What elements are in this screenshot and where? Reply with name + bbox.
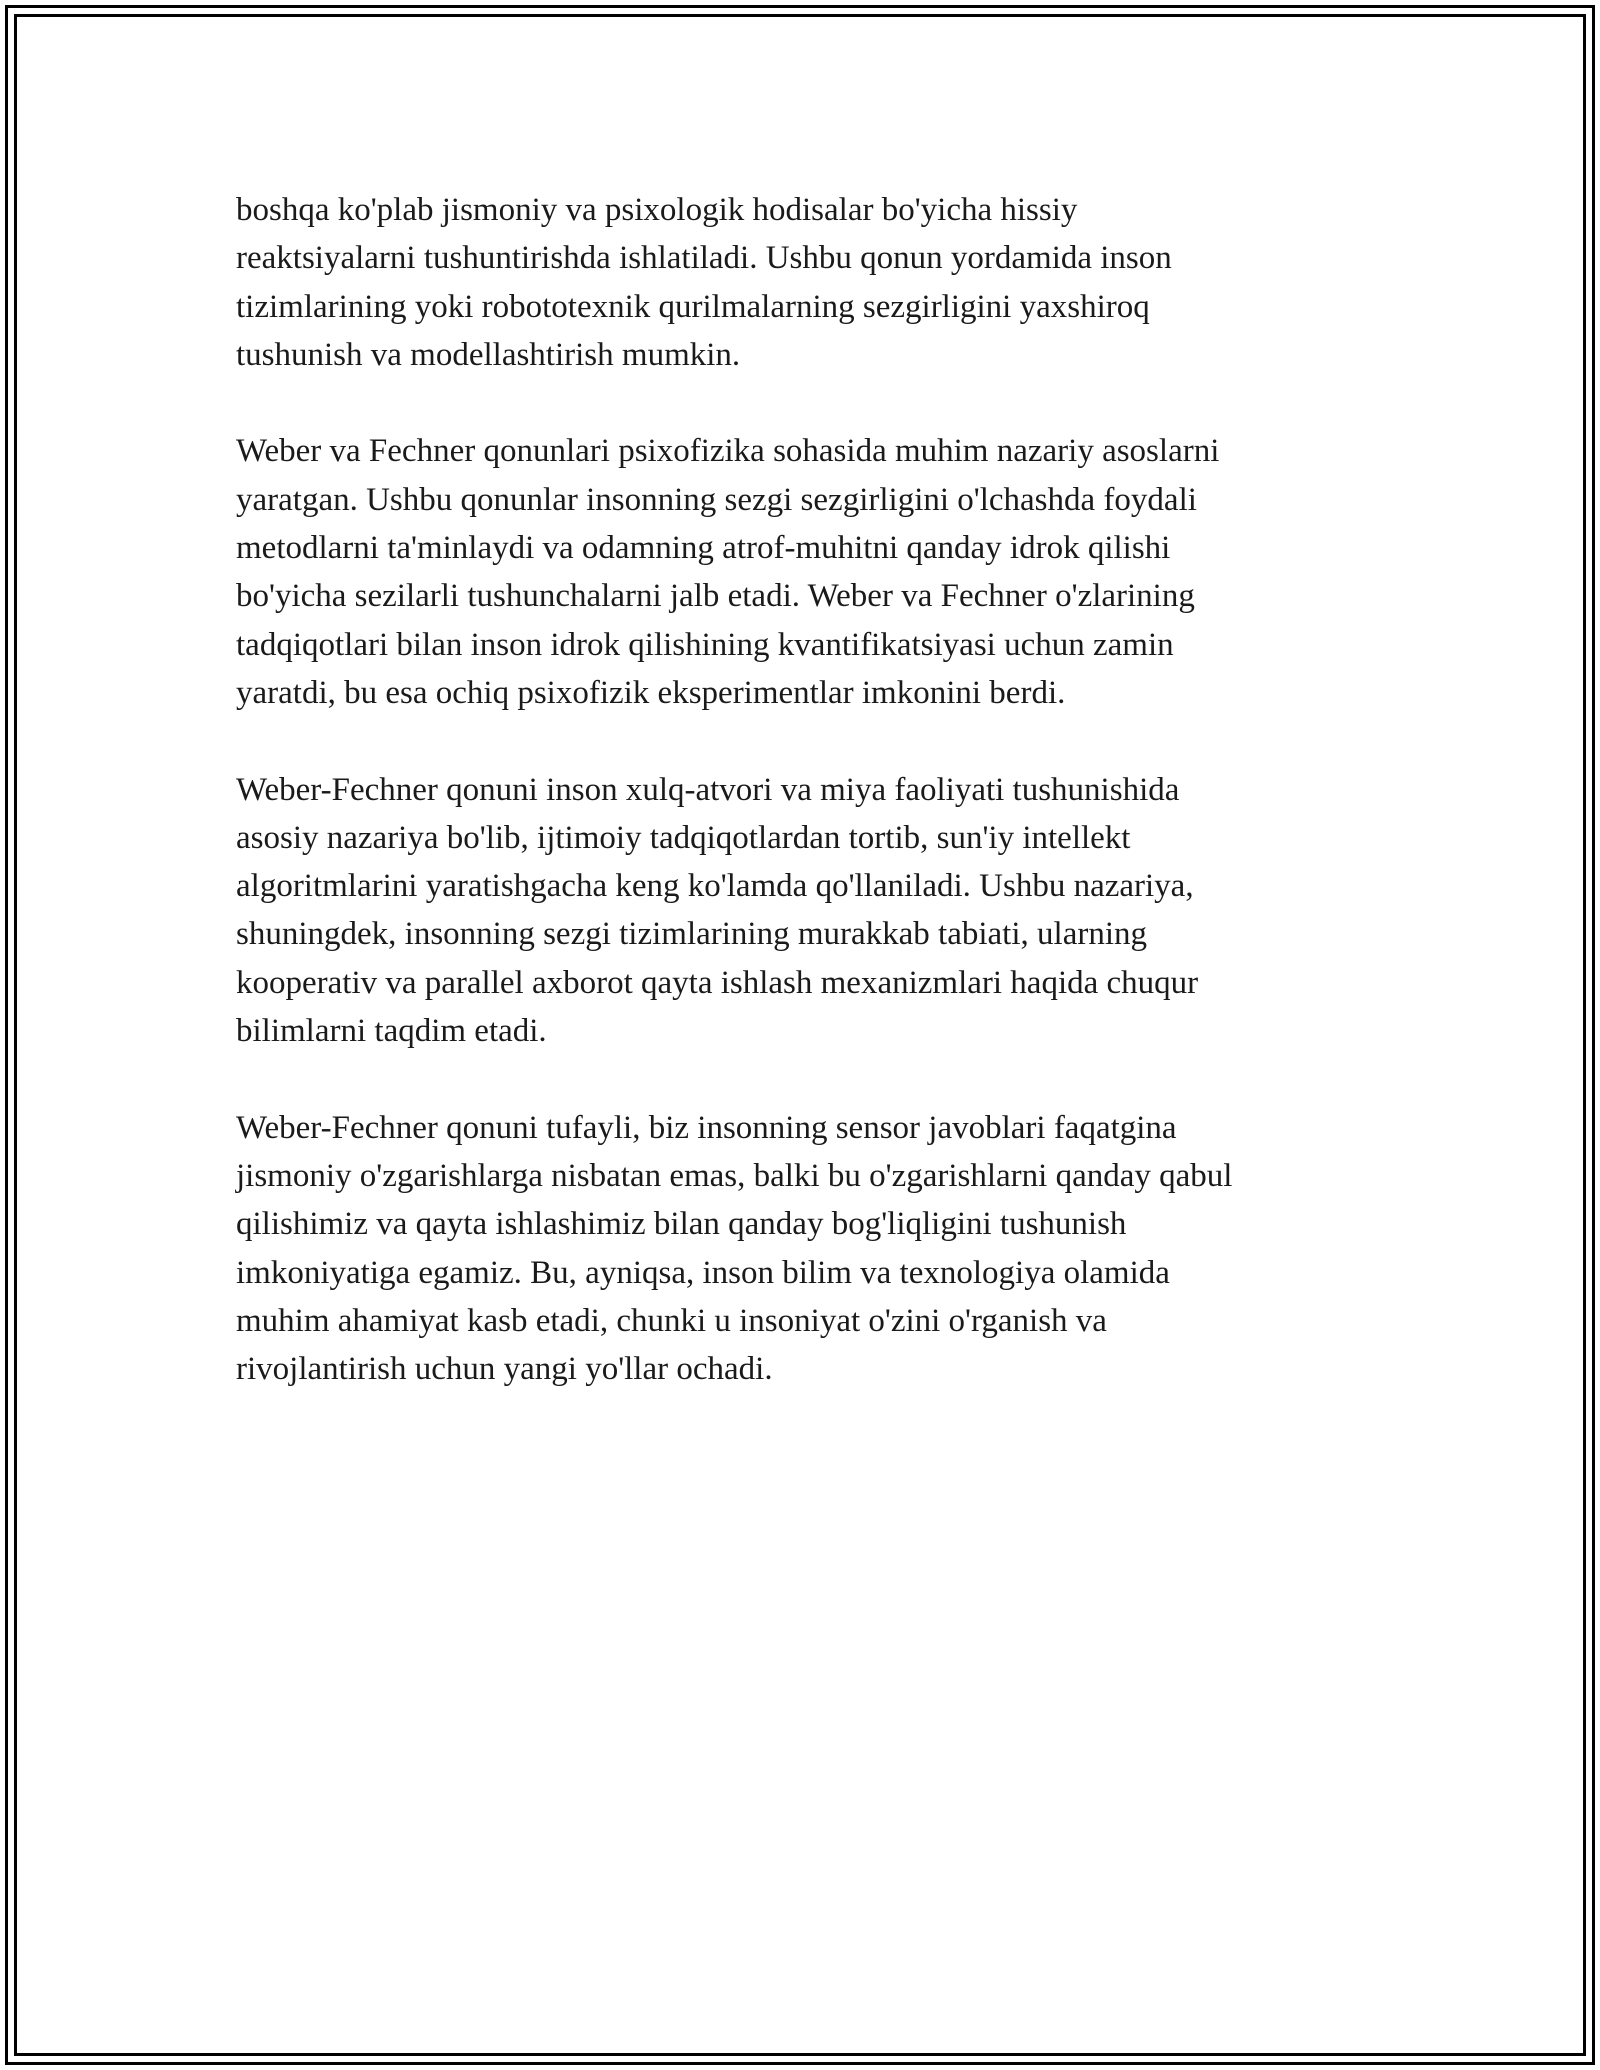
text-line: yaratdi, bu esa ochiq psixofizik eksperimentlar imkonini berdi. [236,674,1066,711]
text-line: bilimlarni taqdim etadi. [236,1013,547,1050]
text-line: asosiy nazariya bo'lib, ijtimoiy tadqiqotlardan tortib, sun'iy intellekt [236,819,1131,856]
text-line: kooperativ va parallel axborot qayta ishlash mexanizmlari haqida chuqur [236,964,1199,1001]
text-line: tadqiqotlari bilan inson idrok qilishining kvantifikatsiyasi uchun zamin [236,626,1174,663]
paragraph-2 [236,427,1366,717]
text-line: bo'yicha sezilarli tushunchalarni jalb etadi. Weber va Fechner o'zlarining [236,578,1195,615]
text-line: algoritmlarini yaratishgacha keng ko'lamda qo'llaniladi. Ushbu nazariya, [236,868,1194,905]
text-line: yaratgan. Ushbu qonunlar insonning sezgi sezgirligini o'lchashda foydali [236,481,1197,518]
text-line: Weber va Fechner qonunlari psixofizika sohasida muhim nazariy asoslarni [236,433,1220,470]
document-body [236,186,1366,1442]
paragraph-4 [236,1104,1366,1394]
text-line: Weber-Fechner qonuni inson xulq-atvori va miya faoliyati tushunishida [236,771,1180,808]
text-line: Weber-Fechner qonuni tufayli, biz insonning sensor javoblari faqatgina [236,1109,1177,1146]
text-line: tushunish va modellashtirish mumkin. [236,336,741,373]
text-line: jismoniy o'zgarishlarga nisbatan emas, balki bu o'zgarishlarni qanday qabul [236,1157,1233,1194]
paragraph-1 [236,186,1366,379]
text-line: metodlarni ta'minlaydi va odamning atrof-muhitni qanday idrok qilishi [236,530,1171,567]
text-line: qilishimiz va qayta ishlashimiz bilan qanday bog'liqligini tushunish [236,1206,1127,1243]
text-line: muhim ahamiyat kasb etadi, chunki u insoniyat o'zini o'rganish va [236,1302,1107,1339]
text-line: rivojlantirish uchun yangi yo'llar ochadi. [236,1351,773,1388]
paragraph-3 [236,766,1366,1056]
text-line: reaktsiyalarni tushuntirishda ishlatiladi. Ushbu qonun yordamida inson [236,240,1172,277]
text-line: boshqa ko'plab jismoniy va psixologik hodisalar bo'yicha hissiy [236,192,1078,228]
text-line: imkoniyatiga egamiz. Bu, ayniqsa, inson bilim va texnologiya olamida [236,1254,1170,1291]
text-line: shuningdek, insonning sezgi tizimlarining murakkab tabiati, ularning [236,916,1147,953]
text-line: tizimlarining yoki robototexnik qurilmalarning sezgirligini yaxshiroq [236,288,1150,325]
